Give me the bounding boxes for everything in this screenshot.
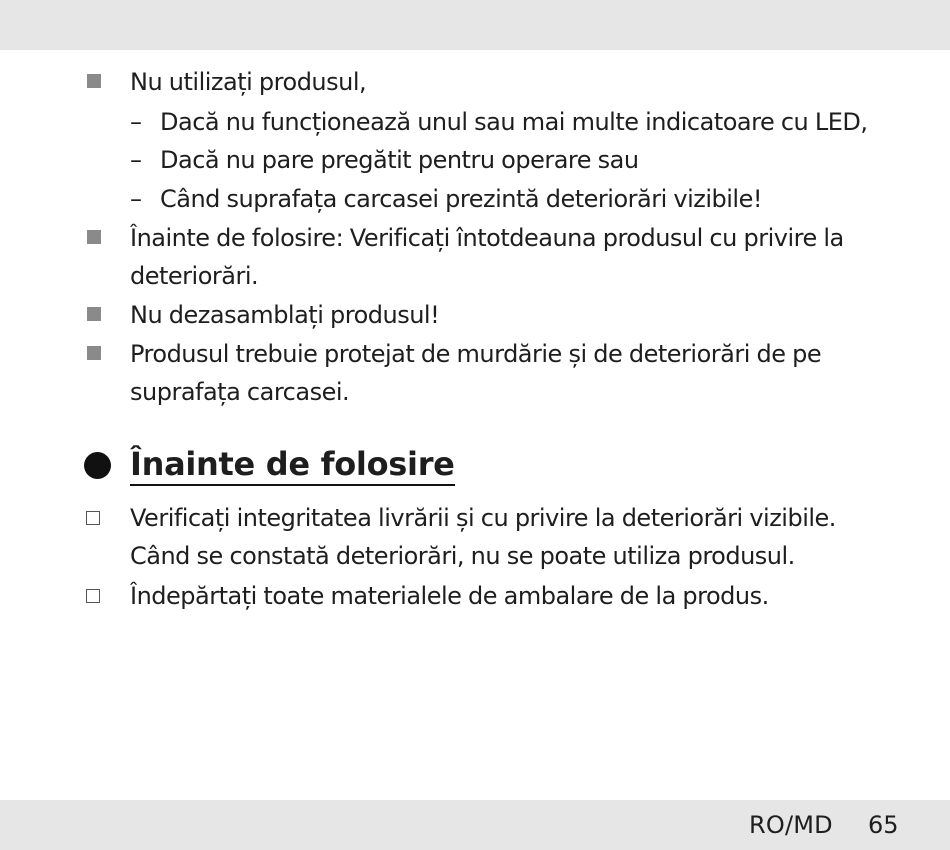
list-item-text-cont: Când se constată deteriorări, nu se poate utiliza produsul. xyxy=(130,542,795,570)
square-bullet-icon xyxy=(87,230,101,244)
checkbox-square-icon xyxy=(86,589,100,603)
checkbox-square-icon xyxy=(86,511,100,525)
list-item-text: Produsul trebuie protejat de murdărie și de deteriorări de pe xyxy=(130,340,822,368)
sub-item-text: Dacă nu funcționează unul sau mai multe indicatoare cu LED, xyxy=(160,108,868,136)
dash-marker: – xyxy=(130,146,142,174)
footer-language-code: RO/MD xyxy=(749,811,833,839)
list-item-text: Înainte de folosire: Verificați întotdeauna produsul cu privire la xyxy=(130,224,844,252)
section-dot-icon xyxy=(84,452,111,479)
dash-marker: – xyxy=(130,108,142,136)
sub-item-text: Dacă nu pare pregătit pentru operare sau xyxy=(160,146,639,174)
list-item-text-cont: deteriorări. xyxy=(130,262,259,290)
list-item-text: Îndepărtați toate materialele de ambalare de la produs. xyxy=(130,582,769,610)
list-item-text: Nu utilizați produsul, xyxy=(130,68,367,96)
list-item-text: Verificați integritatea livrării și cu privire la deteriorări vizibile. xyxy=(130,504,836,532)
square-bullet-icon xyxy=(87,74,101,88)
list-item-text: Nu dezasamblați produsul! xyxy=(130,301,440,329)
top-band xyxy=(0,0,950,50)
dash-marker: – xyxy=(130,185,142,213)
sub-item-text: Când suprafața carcasei prezintă deteriorări vizibile! xyxy=(160,185,762,213)
section-heading: Înainte de folosire xyxy=(130,445,455,486)
square-bullet-icon xyxy=(87,307,101,321)
list-item-text-cont: suprafața carcasei. xyxy=(130,378,350,406)
page-number: 65 xyxy=(868,811,899,839)
square-bullet-icon xyxy=(87,346,101,360)
